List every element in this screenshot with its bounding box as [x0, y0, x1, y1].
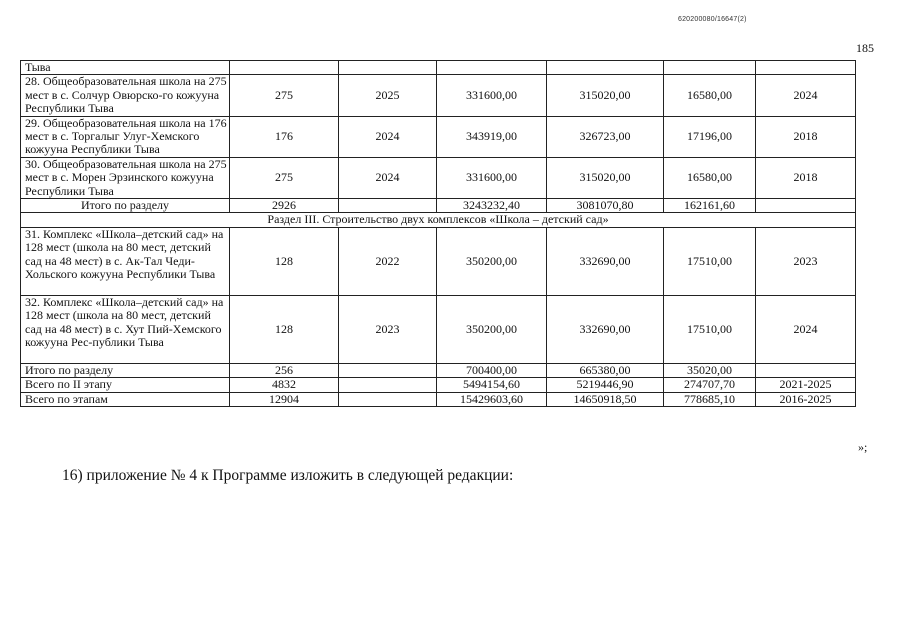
capacity-cell: 275	[230, 157, 339, 198]
period-cell: 2018	[756, 157, 856, 198]
total-cost-cell: 343919,00	[437, 116, 547, 157]
row-label-cell: Всего по II этапу	[21, 378, 230, 392]
regional-funds-cell	[664, 61, 756, 75]
program-table	[20, 60, 856, 407]
row-label-cell: Итого по разделу	[21, 199, 230, 213]
capacity-cell: 128	[230, 295, 339, 363]
closing-quote: »;	[858, 440, 868, 454]
total-cost-cell: 5494154,60	[437, 378, 547, 392]
capacity-cell: 128	[230, 227, 339, 295]
total-cost-cell: 350200,00	[437, 295, 547, 363]
commission-year-cell: 2024	[339, 157, 437, 198]
object-name-cell: 28. Общеобразовательная школа на 275 мест в с. Солчур Овюрско-го кожууна Республики Тыва	[21, 75, 230, 116]
capacity-cell: 176	[230, 116, 339, 157]
capacity-cell: 256	[230, 363, 339, 377]
table-row	[21, 295, 856, 363]
capacity-cell: 4832	[230, 378, 339, 392]
period-cell: 2016-2025	[756, 392, 856, 406]
row-label-cell: Итого по разделу	[21, 363, 230, 377]
table-row	[21, 157, 856, 198]
period-cell	[756, 363, 856, 377]
table-row	[21, 75, 856, 116]
total-cost-cell	[437, 61, 547, 75]
total-cost-cell: 331600,00	[437, 157, 547, 198]
period-cell: 2024	[756, 295, 856, 363]
commission-year-cell	[339, 199, 437, 213]
total-cost-cell: 331600,00	[437, 75, 547, 116]
section-total-row	[21, 363, 856, 377]
period-cell: 2021-2025	[756, 378, 856, 392]
commission-year-cell: 2023	[339, 295, 437, 363]
commission-year-cell	[339, 392, 437, 406]
regional-funds-cell: 778685,10	[664, 392, 756, 406]
capacity-cell: 275	[230, 75, 339, 116]
regional-funds-cell: 35020,00	[664, 363, 756, 377]
object-name-cell: 29. Общеобразовательная школа на 176 мест в с. Торгалыг Улуг-Хемского кожууна Республики Тыва	[21, 116, 230, 157]
capacity-cell: 2926	[230, 199, 339, 213]
federal-funds-cell: 332690,00	[547, 295, 664, 363]
capacity-cell: 12904	[230, 392, 339, 406]
period-cell	[756, 199, 856, 213]
table-row	[21, 116, 856, 157]
federal-funds-cell: 315020,00	[547, 157, 664, 198]
total-cost-cell: 350200,00	[437, 227, 547, 295]
table-row	[21, 227, 856, 295]
section-title: Раздел III. Строительство двух комплексов «Школа – детский сад»	[21, 213, 856, 227]
federal-funds-cell: 315020,00	[547, 75, 664, 116]
section-header-row	[21, 213, 856, 227]
total-cost-cell: 15429603,60	[437, 392, 547, 406]
federal-funds-cell: 14650918,50	[547, 392, 664, 406]
federal-funds-cell	[547, 61, 664, 75]
regional-funds-cell: 16580,00	[664, 75, 756, 116]
period-cell: 2024	[756, 75, 856, 116]
total-cost-cell: 3243232,40	[437, 199, 547, 213]
regional-funds-cell: 16580,00	[664, 157, 756, 198]
federal-funds-cell: 5219446,90	[547, 378, 664, 392]
object-name-cell: 31. Комплекс «Школа–детский сад» на 128 мест (школа на 80 мест, детский сад на 48 мест) в с. Ак-Тал Чеди-Хольского кожууна Республики Тыва	[21, 227, 230, 295]
federal-funds-cell: 3081070,80	[547, 199, 664, 213]
commission-year-cell: 2024	[339, 116, 437, 157]
table-row	[21, 61, 856, 75]
federal-funds-cell: 665380,00	[547, 363, 664, 377]
object-name-cell: 32. Комплекс «Школа–детский сад» на 128 мест (школа на 80 мест, детский сад на 48 мест) в с. Хут Пий-Хемского кожууна Рес-публики Тыва	[21, 295, 230, 363]
document-id: 620200080/16647(2)	[678, 16, 747, 23]
regional-funds-cell: 17196,00	[664, 116, 756, 157]
total-cost-cell: 700400,00	[437, 363, 547, 377]
regional-funds-cell: 274707,70	[664, 378, 756, 392]
grand-total-row	[21, 392, 856, 406]
federal-funds-cell: 326723,00	[547, 116, 664, 157]
row-label-cell: Всего по этапам	[21, 392, 230, 406]
page-number: 185	[856, 41, 874, 55]
commission-year-cell	[339, 378, 437, 392]
object-name-cell: Тыва	[21, 61, 230, 75]
commission-year-cell	[339, 363, 437, 377]
stage-total-row	[21, 378, 856, 392]
period-cell: 2018	[756, 116, 856, 157]
commission-year-cell: 2022	[339, 227, 437, 295]
federal-funds-cell: 332690,00	[547, 227, 664, 295]
regional-funds-cell: 17510,00	[664, 227, 756, 295]
amendment-paragraph: 16) приложение № 4 к Программе изложить в следующей редакции:	[62, 467, 514, 484]
commission-year-cell: 2025	[339, 75, 437, 116]
section-total-row	[21, 199, 856, 213]
object-name-cell: 30. Общеобразовательная школа на 275 мест в с. Морен Эрзинского кожууна Республики Тыва	[21, 157, 230, 198]
regional-funds-cell: 162161,60	[664, 199, 756, 213]
regional-funds-cell: 17510,00	[664, 295, 756, 363]
capacity-cell	[230, 61, 339, 75]
commission-year-cell	[339, 61, 437, 75]
period-cell: 2023	[756, 227, 856, 295]
period-cell	[756, 61, 856, 75]
